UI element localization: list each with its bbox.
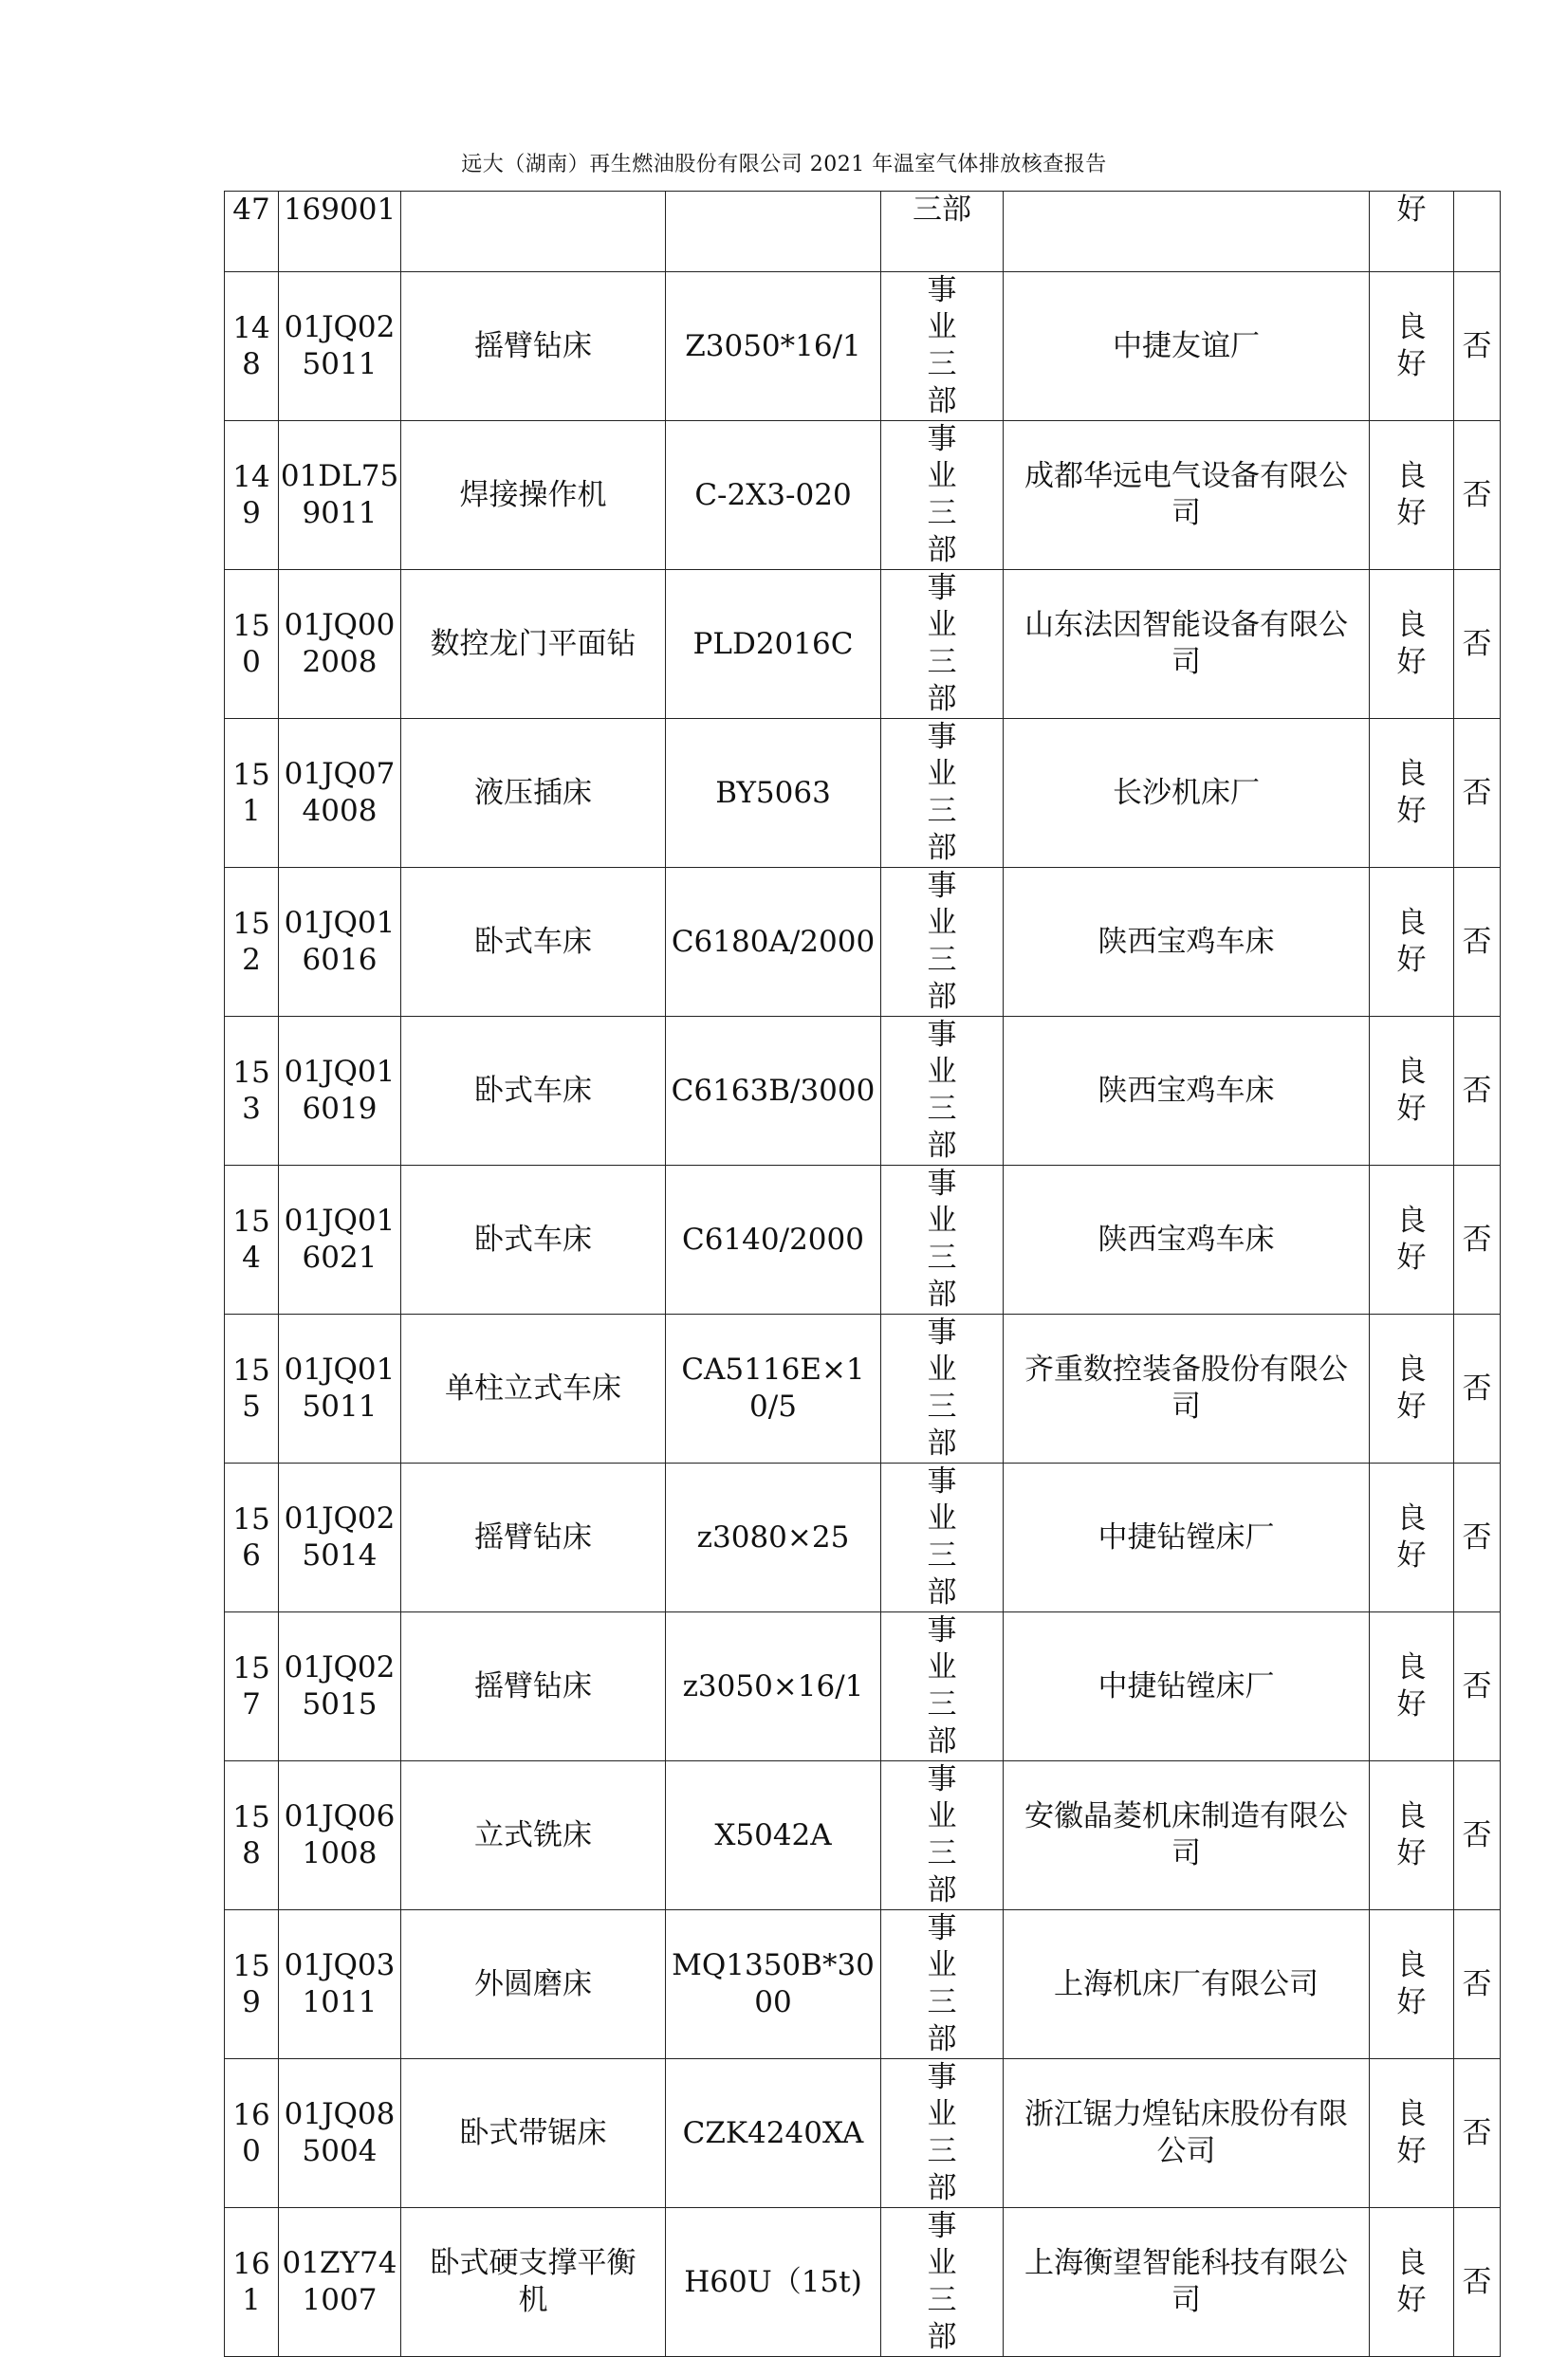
model-cell: PLD2016C (666, 570, 881, 719)
dept-cell-text: 事业三部 (927, 571, 957, 716)
table-row (225, 1761, 1501, 1910)
flag-cell: 否 (1454, 1166, 1501, 1315)
dept-cell-text: 事业三部 (927, 2209, 957, 2354)
seq-cell: 158 (225, 1761, 279, 1910)
table-row (225, 570, 1501, 719)
status-cell (1370, 1910, 1454, 2059)
model-cell: MQ1350B*3000 (666, 1910, 881, 2059)
model-cell: C6163B/3000 (666, 1017, 881, 1166)
dept-cell (881, 1910, 1004, 2059)
dept-cell (881, 1166, 1004, 1315)
dept-cell-text: 事业三部 (927, 1911, 957, 2056)
table-row (225, 1910, 1501, 2059)
status-cell-text: 良好 (1396, 1650, 1427, 1722)
name-cell: 摇臂钻床 (401, 272, 666, 421)
model-cell: Z3050*16/1 (666, 272, 881, 421)
dept-cell-text: 事业三部 (927, 1613, 957, 1759)
maker-cell: 山东法因智能设备有限公司 (1004, 570, 1370, 719)
status-cell (1370, 1761, 1454, 1910)
status-cell (1370, 2208, 1454, 2357)
page-header: 远大（湖南）再生燃油股份有限公司 2021 年温室气体排放核查报告 (461, 153, 1107, 176)
status-cell-text: 良好 (1396, 1353, 1427, 1424)
maker-cell: 陕西宝鸡车床 (1004, 868, 1370, 1017)
flag-cell: 否 (1454, 1910, 1501, 2059)
status-cell (1370, 719, 1454, 868)
maker-cell (1004, 192, 1370, 272)
flag-cell: 否 (1454, 421, 1501, 570)
dept-cell-text: 事业三部 (927, 720, 957, 865)
dept-cell-text: 事业三部 (927, 1167, 957, 1312)
maker-cell: 陕西宝鸡车床 (1004, 1017, 1370, 1166)
dept-cell (881, 272, 1004, 421)
status-cell-text: 良好 (1396, 1055, 1427, 1126)
dept-cell (881, 1315, 1004, 1464)
maker-cell: 齐重数控装备股份有限公司 (1004, 1315, 1370, 1464)
name-cell: 液压插床 (401, 719, 666, 868)
flag-cell: 否 (1454, 1761, 1501, 1910)
seq-cell: 161 (225, 2208, 279, 2357)
status-cell (1370, 868, 1454, 1017)
code-cell: 01JQ025011 (279, 272, 401, 421)
seq-cell: 152 (225, 868, 279, 1017)
name-cell: 数控龙门平面钻 (401, 570, 666, 719)
table-row (225, 2059, 1501, 2208)
code-cell: 01DL759011 (279, 421, 401, 570)
seq-cell: 159 (225, 1910, 279, 2059)
flag-cell: 否 (1454, 719, 1501, 868)
code-cell: 01JQ085004 (279, 2059, 401, 2208)
flag-cell: 否 (1454, 2208, 1501, 2357)
code-cell: 01JQ061008 (279, 1761, 401, 1910)
dept-cell-text: 事业三部 (927, 1762, 957, 1907)
table-row (225, 421, 1501, 570)
dept-cell (881, 2059, 1004, 2208)
name-cell: 外圆磨床 (401, 1910, 666, 2059)
table-row (225, 1017, 1501, 1166)
maker-cell: 中捷钻镗床厂 (1004, 1612, 1370, 1761)
status-cell-text: 良好 (1396, 310, 1427, 381)
table-row (225, 1612, 1501, 1761)
seq-cell: 148 (225, 272, 279, 421)
model-cell: H60U（15t) (666, 2208, 881, 2357)
code-cell: 01JQ015011 (279, 1315, 401, 1464)
model-cell: CZK4240XA (666, 2059, 881, 2208)
code-cell: 01JQ016021 (279, 1166, 401, 1315)
status-cell (1370, 1017, 1454, 1166)
dept-cell-text: 事业三部 (927, 869, 957, 1014)
dept-cell (881, 570, 1004, 719)
dept-cell-text: 事业三部 (927, 1464, 957, 1610)
seq-cell: 149 (225, 421, 279, 570)
dept-cell (881, 1464, 1004, 1612)
model-cell: C-2X3-020 (666, 421, 881, 570)
dept-cell (881, 1761, 1004, 1910)
name-cell (401, 192, 666, 272)
maker-cell: 长沙机床厂 (1004, 719, 1370, 868)
table-row (225, 272, 1501, 421)
dept-cell (881, 1017, 1004, 1166)
status-cell: 好 (1370, 192, 1454, 272)
code-cell: 01JQ025014 (279, 1464, 401, 1612)
name-cell: 立式铣床 (401, 1761, 666, 1910)
name-cell: 焊接操作机 (401, 421, 666, 570)
seq-cell: 156 (225, 1464, 279, 1612)
code-cell: 01JQ031011 (279, 1910, 401, 2059)
name-cell: 卧式带锯床 (401, 2059, 666, 2208)
equipment-table (224, 191, 1501, 2357)
table-row (225, 868, 1501, 1017)
status-cell (1370, 1612, 1454, 1761)
table-row (225, 2208, 1501, 2357)
flag-cell: 否 (1454, 2059, 1501, 2208)
model-cell: C6140/2000 (666, 1166, 881, 1315)
seq-cell: 153 (225, 1017, 279, 1166)
dept-cell-text: 事业三部 (927, 1018, 957, 1163)
model-cell (666, 192, 881, 272)
name-cell: 卧式车床 (401, 1017, 666, 1166)
flag-cell: 否 (1454, 1017, 1501, 1166)
dept-cell (881, 2208, 1004, 2357)
status-cell (1370, 421, 1454, 570)
model-cell: C6180A/2000 (666, 868, 881, 1017)
flag-cell: 否 (1454, 272, 1501, 421)
model-cell: z3050×16/1 (666, 1612, 881, 1761)
flag-cell: 否 (1454, 570, 1501, 719)
dept-cell (881, 421, 1004, 570)
maker-cell: 中捷友谊厂 (1004, 272, 1370, 421)
name-cell: 卧式硬支撑平衡机 (401, 2208, 666, 2357)
status-cell-text: 良好 (1396, 2246, 1427, 2317)
flag-cell: 否 (1454, 1612, 1501, 1761)
code-cell: 01JQ002008 (279, 570, 401, 719)
dept-cell-text: 事业三部 (927, 422, 957, 567)
maker-cell: 浙江锯力煌钻床股份有限公司 (1004, 2059, 1370, 2208)
flag-cell: 否 (1454, 1315, 1501, 1464)
flag-cell: 否 (1454, 868, 1501, 1017)
code-cell: 169001 (279, 192, 401, 272)
model-cell: X5042A (666, 1761, 881, 1910)
flag-cell (1454, 192, 1501, 272)
seq-cell: 154 (225, 1166, 279, 1315)
status-cell (1370, 1464, 1454, 1612)
status-cell-text: 良好 (1396, 459, 1427, 530)
maker-cell: 上海机床厂有限公司 (1004, 1910, 1370, 2059)
table-row (225, 1315, 1501, 1464)
name-cell: 卧式车床 (401, 1166, 666, 1315)
dept-cell-text: 事业三部 (927, 273, 957, 418)
dept-cell (881, 1612, 1004, 1761)
table-row (225, 1166, 1501, 1315)
status-cell-text: 良好 (1396, 1501, 1427, 1573)
table-row (225, 1464, 1501, 1612)
maker-cell: 上海衡望智能科技有限公司 (1004, 2208, 1370, 2357)
status-cell (1370, 570, 1454, 719)
seq-cell: 151 (225, 719, 279, 868)
status-cell (1370, 1315, 1454, 1464)
status-cell-text: 良好 (1396, 1204, 1427, 1275)
maker-cell: 成都华远电气设备有限公司 (1004, 421, 1370, 570)
status-cell (1370, 2059, 1454, 2208)
status-cell (1370, 1166, 1454, 1315)
code-cell: 01JQ074008 (279, 719, 401, 868)
dept-cell-text: 事业三部 (927, 2060, 957, 2205)
seq-cell: 155 (225, 1315, 279, 1464)
maker-cell: 陕西宝鸡车床 (1004, 1166, 1370, 1315)
name-cell: 摇臂钻床 (401, 1464, 666, 1612)
maker-cell: 中捷钻镗床厂 (1004, 1464, 1370, 1612)
code-cell: 01JQ025015 (279, 1612, 401, 1761)
status-cell-text: 良好 (1396, 1799, 1427, 1870)
status-cell-text: 良好 (1396, 1948, 1427, 2019)
status-cell-text: 良好 (1396, 757, 1427, 828)
seq-cell: 150 (225, 570, 279, 719)
status-cell-text: 良好 (1396, 2097, 1427, 2168)
code-cell: 01JQ016016 (279, 868, 401, 1017)
dept-cell-text: 事业三部 (927, 1316, 957, 1461)
code-cell: 01JQ016019 (279, 1017, 401, 1166)
name-cell: 单柱立式车床 (401, 1315, 666, 1464)
dept-cell: 三部 (881, 192, 1004, 272)
maker-cell: 安徽晶菱机床制造有限公司 (1004, 1761, 1370, 1910)
dept-cell (881, 868, 1004, 1017)
model-cell: z3080×25 (666, 1464, 881, 1612)
dept-cell (881, 719, 1004, 868)
status-cell-text: 良好 (1396, 906, 1427, 977)
code-cell: 01ZY741007 (279, 2208, 401, 2357)
status-cell-text: 良好 (1396, 608, 1427, 679)
seq-cell: 157 (225, 1612, 279, 1761)
seq-cell: 160 (225, 2059, 279, 2208)
status-cell (1370, 272, 1454, 421)
name-cell: 卧式车床 (401, 868, 666, 1017)
name-cell: 摇臂钻床 (401, 1612, 666, 1761)
seq-cell: 47 (225, 192, 279, 272)
table-row (225, 192, 1501, 272)
model-cell: BY5063 (666, 719, 881, 868)
flag-cell: 否 (1454, 1464, 1501, 1612)
table-row (225, 719, 1501, 868)
model-cell: CA5116E×10/5 (666, 1315, 881, 1464)
